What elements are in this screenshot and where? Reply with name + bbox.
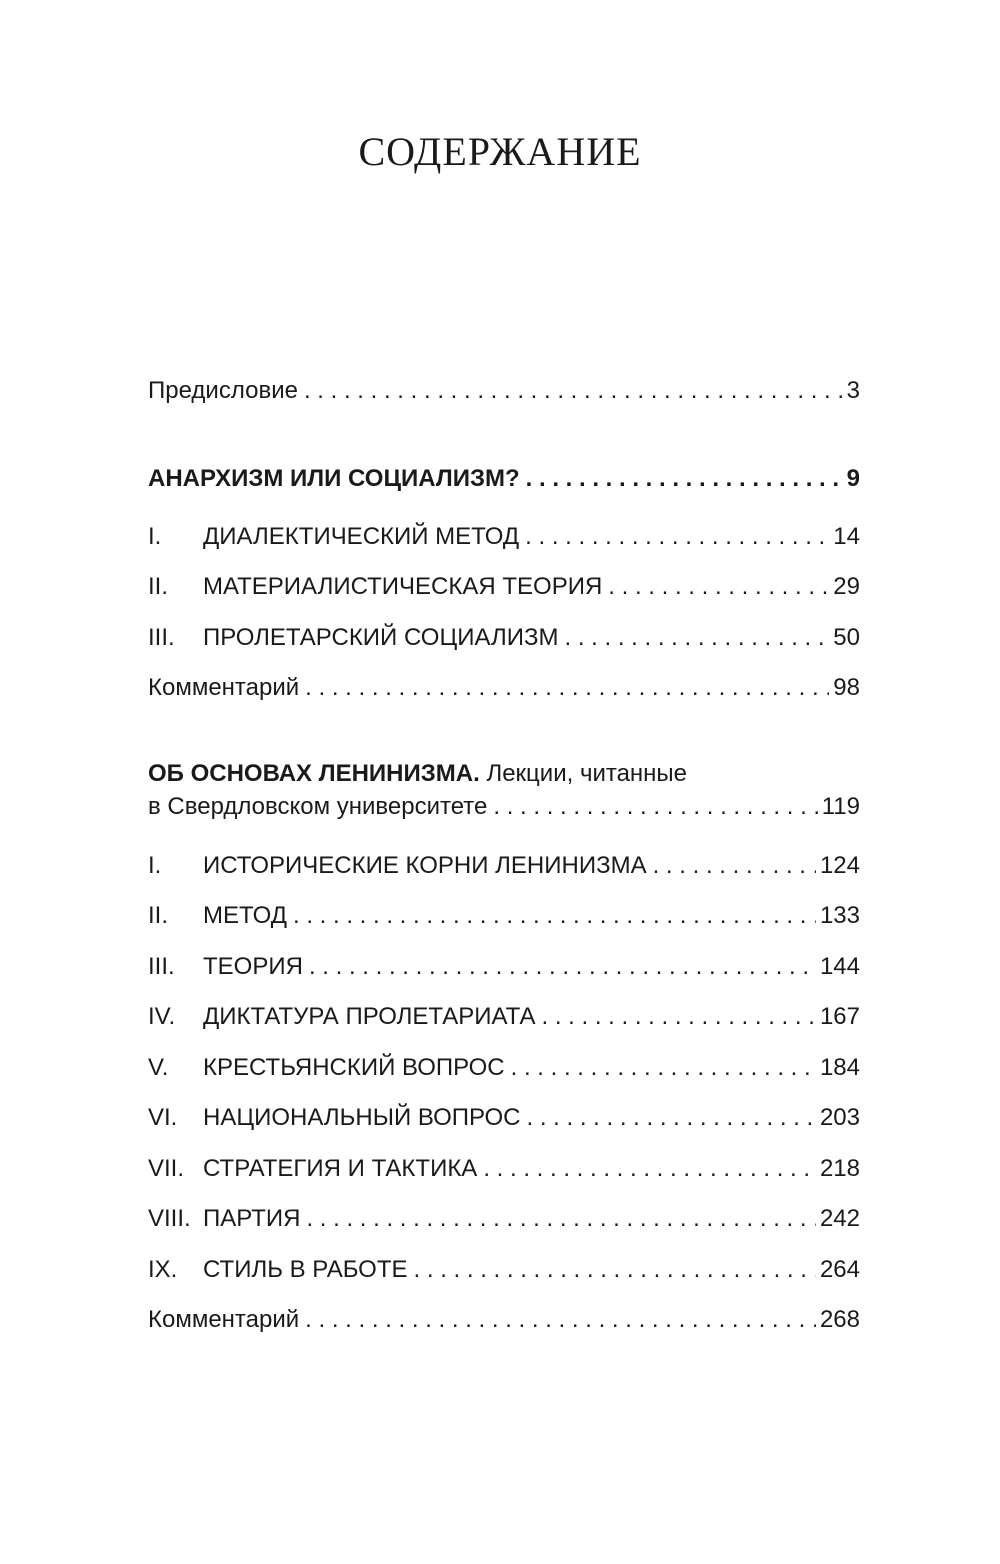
toc-entry-chapter[interactable] [148,849,860,883]
page-number: 133 [819,902,860,929]
toc-entry-chapter[interactable] [148,621,860,655]
dot-leader [493,790,817,824]
toc-entry-chapter[interactable] [148,1202,860,1236]
page-number: 184 [819,1054,860,1081]
page-number: 242 [819,1205,860,1232]
page-number: 124 [819,852,860,879]
entry-label: Комментарий [148,1306,300,1333]
chapter-number: VII. [148,1155,185,1182]
chapter-label: ТЕОРИЯ [203,953,303,980]
page-number: 119 [821,793,860,820]
dot-leader [305,1303,816,1337]
dot-leader [526,1101,815,1135]
toc-entry-part-1[interactable] [148,462,860,496]
chapter-label: МЕТОД [203,902,287,929]
chapter-number: IX. [148,1256,178,1283]
page-number: 14 [833,523,860,550]
chapter-number: II. [148,902,169,929]
dot-leader [305,671,829,705]
chapter-label: ДИКТАТУРА ПРОЛЕТАРИАТА [203,1003,536,1030]
dot-leader [304,374,843,408]
chapter-number: VIII. [148,1205,191,1232]
dot-leader [564,621,829,655]
part-2-title-line-1[interactable] [148,757,860,791]
toc-entry-chapter[interactable] [148,1152,860,1186]
page-number: 167 [819,1003,860,1030]
chapter-label: ДИАЛЕКТИЧЕСКИЙ МЕТОД [203,523,520,550]
toc-entry-chapter[interactable] [148,899,860,933]
toc-entry-chapter[interactable] [148,520,860,554]
dot-leader [511,1051,816,1085]
chapter-label: СТИЛЬ В РАБОТЕ [203,1256,408,1283]
dot-leader [293,899,816,933]
chapter-number: III. [148,953,175,980]
page-number: 50 [833,624,860,651]
toc-entry-chapter[interactable] [148,1101,860,1135]
page-number: 218 [819,1155,860,1182]
chapter-label: КРЕСТЬЯНСКИЙ ВОПРОС [203,1054,505,1081]
entry-label: Предисловие [148,377,298,404]
chapter-number: V. [148,1054,169,1081]
chapter-number: I. [148,523,162,550]
part-subtitle: Лекции, читанные [486,760,688,787]
chapter-label: МАТЕРИАЛИСТИЧЕСКАЯ ТЕОРИЯ [203,573,603,600]
page-number: 264 [819,1256,860,1283]
toc-entry-commentary[interactable] [148,1303,860,1337]
chapter-label: ПРОЛЕТАРСКИЙ СОЦИАЛИЗМ [203,624,559,651]
page-number: 268 [819,1306,860,1333]
part-subtitle-line-2: в Свердловском университете [148,793,488,820]
toc-entry-chapter[interactable] [148,1253,860,1287]
page-number: 9 [846,465,860,492]
dot-leader [541,1000,815,1034]
page-number: 98 [833,674,860,701]
dot-leader [526,462,843,496]
chapter-number: III. [148,624,175,651]
chapter-label: ПАРТИЯ [203,1205,301,1232]
dot-leader [306,1202,816,1236]
toc-entry-chapter[interactable] [148,1000,860,1034]
toc-entry-part-2[interactable] [148,790,860,824]
page-number: 203 [819,1104,860,1131]
chapter-label: ИСТОРИЧЕСКИЕ КОРНИ ЛЕНИНИЗМА [203,852,647,879]
dot-leader [653,849,816,883]
page-number: 29 [833,573,860,600]
dot-leader [525,520,829,554]
part-title: ОБ ОСНОВАХ ЛЕНИНИЗМА. [148,760,480,787]
dot-leader [483,1152,816,1186]
chapter-number: II. [148,573,169,600]
toc-entry-commentary[interactable] [148,671,860,705]
page-number: 3 [846,377,860,404]
dot-leader [608,570,829,604]
chapter-number: VI. [148,1104,178,1131]
dot-leader [414,1253,816,1287]
toc-entry-chapter[interactable] [148,1051,860,1085]
entry-label: Комментарий [148,674,300,701]
toc-entry-chapter[interactable] [148,950,860,984]
chapter-label: НАЦИОНАЛЬНЫЙ ВОПРОС [203,1104,521,1131]
toc-entry-chapter[interactable] [148,570,860,604]
chapter-number: I. [148,852,162,879]
chapter-label: СТРАТЕГИЯ И ТАКТИКА [203,1155,478,1182]
toc-entry-preface[interactable] [148,374,860,408]
dot-leader [309,950,816,984]
page-title: СОДЕРЖАНИЕ [358,129,642,174]
chapter-number: IV. [148,1003,176,1030]
page-number: 144 [819,953,860,980]
part-title: АНАРХИЗМ ИЛИ СОЦИАЛИЗМ? [148,465,520,492]
